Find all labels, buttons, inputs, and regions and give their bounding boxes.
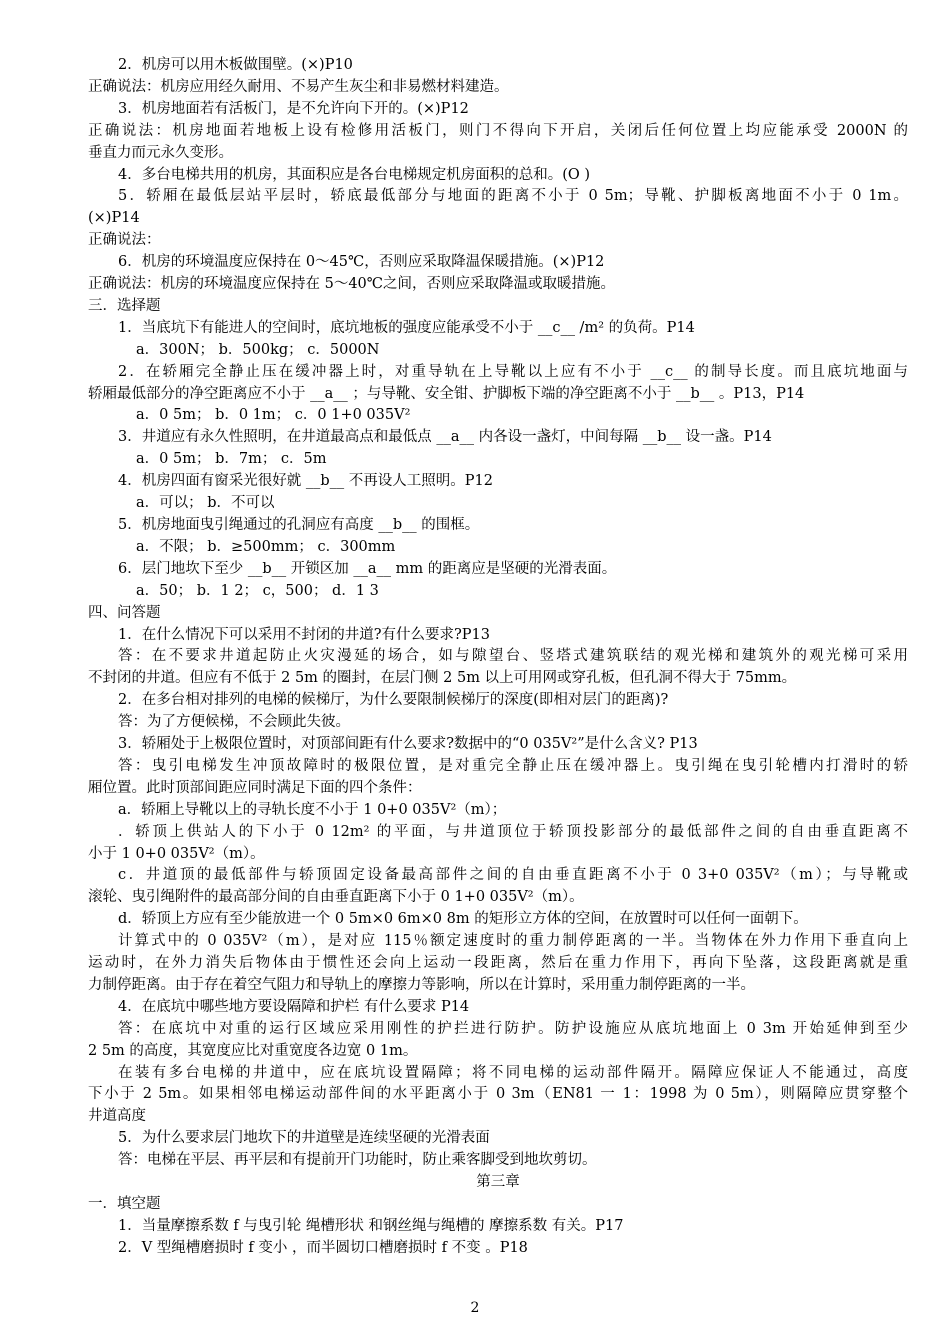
text-line: a．可以； b．不可以 [136, 495, 275, 512]
text-line: 5．为什么要求层门地坎下的井道壁是连续坚硬的光滑表面 [118, 1130, 490, 1147]
text-line: 3．井道应有永久性照明，在井道最高点和最低点 __a__ 内各设一盏灯，中间每隔 __b__ 设一盏。P14 [118, 429, 772, 446]
text-line: 3．机房地面若有活板门，是不允许向下开的。(×)P12 [118, 100, 469, 117]
text-line: 2．V 型绳槽磨损时 f 变小 ，而半圆切口槽磨损时 f 不变 。P18 [118, 1239, 528, 1256]
text-line: 运动时，在外力消失后物体由于惯性还会向上运动一段距离，然后在重力作用下，再向下坠落，这段距离就是重 [88, 955, 908, 972]
text-line: 正确说法： [88, 232, 161, 249]
text-line: 2．机房可以用木板做围壁。(×)P10 [118, 57, 353, 73]
text-line: a．轿厢上导靴以上的寻轨长度不小于 1 0+0 035V²（m）； [118, 801, 507, 818]
text-line: 小于 1 0+0 035V²（m）。 [88, 845, 265, 862]
text-line: 4．多台电梯共用的机房，其面积应是各台电梯规定机房面积的总和。(O ) [118, 166, 591, 183]
text-line: 4．在底坑中哪些地方要设隔障和护栏 有什么要求 P14 [118, 998, 470, 1015]
text-line: 2 5m 的高度，其宽度应比对重宽度各边宽 0 1m。 [88, 1042, 418, 1059]
text-line: a．0 5m； b．0 1m； c．0 1+0 035V² [136, 407, 411, 424]
text-line: 6．层门地坎下至少 __b__ 开锁区加 __a__ mm 的距离应是坚硬的光滑表面。 [118, 560, 617, 577]
text-line: 6．机房的环境温度应保持在 0～45℃，否则应采取降温保暖措施。(×)P12 [118, 254, 605, 271]
text-line: 井道高度 [88, 1108, 146, 1125]
text-line: d．轿顶上方应有至少能放进一个 0 5m×0 6m×0 8m 的矩形立方体的空间，在放置时可以任何一面朝下。 [118, 911, 808, 928]
text-line: 2．在多台相对排列的电梯的候梯厅，为什么要限制候梯厅的深度(即相对层门的距离)? [118, 692, 669, 709]
text-line: 计算式中的 0 035V²（m），是对应 115％额定速度时的重力制停距离的一半。当物体在外力作用下垂直向上 [118, 933, 908, 950]
text-line: a．不限； b．≥500mm； c．300mm [136, 538, 396, 555]
text-line: 答：电梯在平层、再平层和有提前开门功能时，防止乘客脚受到地坎剪切。 [118, 1152, 597, 1169]
text-line: 第三章 [476, 1174, 520, 1191]
text-line: 轿厢最低部分的净空距离应不小于 __a__ ；与导靴、安全钳、护脚板下端的净空距离不小于 __b__ 。P13，P14 [88, 385, 805, 402]
text-line: 正确说法：机房的环境温度应保持在 5～40℃之间，否则应采取降温或取暖措施。 [88, 276, 616, 293]
text-line: 答：曳引电梯发生冲顶故障时的极限位置，是对重完全静止压在缓冲器上。曳引绳在曳引轮槽内打滑时的轿 [118, 757, 908, 774]
text-line: 1．当底坑下有能进人的空间时，底坑地板的强度应能承受不小于 __c__ /m² 的负荷。P14 [118, 319, 695, 336]
text-line: 正确说法：机房地面若地板上设有检修用活板门，则门不得向下开启，关闭后任何位置上均应能承受 2000N 的 [88, 122, 908, 139]
text-line: 5．轿厢在最低层站平层时，轿底最低部分与地面的距离不小于 0 5m；导靴、护脚板离地面不小于 0 1m。 [118, 188, 908, 205]
text-line: 答：在底坑中对重的运行区域应采用刚性的护拦进行防护。防护设施应从底坑地面上 0 3m 开始延伸到至少 [118, 1020, 908, 1037]
text-line: 滚轮、曳引绳附件的最高部分间的自由垂直距离下小于 0 1+0 035V²（m）。 [88, 889, 584, 906]
text-line: 一．填空题 [88, 1195, 161, 1212]
text-line: 5．机房地面曳引绳通过的孔洞应有高度 __b__ 的围框。 [118, 516, 480, 533]
document-body [88, 55, 908, 1260]
text-line: 下小于 2 5m。如果相邻电梯运动部件间的水平距离小于 0 3m（EN81 一 1：1998 为 0 5m），则隔障应贯穿整个 [88, 1086, 908, 1103]
text-line: a．50； b．1 2； c，500； d．1 3 [136, 582, 379, 599]
text-line: 厢位置。此时顶部间距应同时满足下面的四个条件： [88, 779, 422, 796]
text-line: 4．机房四面有窗采光很好就 __b__ 不再设人工照明。P12 [118, 473, 493, 490]
text-line: 力制停距离。由于存在着空气阻力和导轨上的摩擦力等影响，所以在计算时，采用重力制停距离的一半。 [88, 976, 755, 993]
page-number: 2 [470, 1300, 480, 1316]
text-line: 答：为了方便候梯，不会顾此失彼。 [118, 714, 350, 731]
text-line: 1．在什么情况下可以采用不封闭的井道?有什么要求?P13 [118, 626, 490, 643]
text-line: 2．在轿厢完全静止压在缓冲器上时，对重导轨在上导靴以上应有不小于 __c__ 的制导长度。而且底坑地面与 [118, 363, 908, 380]
text-line: 垂直力而元永久变形。 [88, 144, 233, 161]
text-line: a．300N； b．500kg； c．5000N [136, 341, 380, 358]
text-line: 在装有多台电梯的井道中，应在底坑设置隔障；将不同电梯的运动部件隔开。隔障应保证人不能通过，高度 [118, 1064, 908, 1081]
text-line: 四、问答题 [88, 604, 161, 621]
text-line: c．井道顶的最低部件与轿顶固定设备最高部件之间的自由垂直距离不小于 0 3+0 035V²（m）；与导靴或 [118, 867, 908, 884]
text-line: 正确说法：机房应用经久耐用、不易产生灰尘和非易燃材料建造。 [88, 78, 509, 95]
text-line: 答：在不要求井道起防止火灾漫延的场合，如与隙望台、竖塔式建筑联结的观光梯和建筑外的观光梯可采用 [118, 648, 908, 665]
text-line: (×)P14 [88, 210, 140, 227]
text-line: a．0 5m； b．7m； c．5m [136, 451, 327, 468]
text-line: ．轿顶上供站人的下小于 0 12m² 的平面，与井道顶位于轿顶投影部分的最低部件之间的自由垂直距离不 [118, 823, 908, 840]
text-line: 不封闭的井道。但应有不低于 2 5m 的圈封，在层门侧 2 5m 以上可用网或穿孔板，但孔洞不得大于 75mm。 [88, 670, 797, 687]
text-line: 三．选择题 [88, 297, 161, 314]
text-line: 3．轿厢处于上极限位置时，对顶部间距有什么要求?数据中的“0 035V²”是什么含义? P13 [118, 736, 698, 753]
text-line: 1．当量摩擦系数 f 与曳引轮 绳槽形状 和钢丝绳与绳槽的 摩擦系数 有关。P17 [118, 1217, 624, 1234]
